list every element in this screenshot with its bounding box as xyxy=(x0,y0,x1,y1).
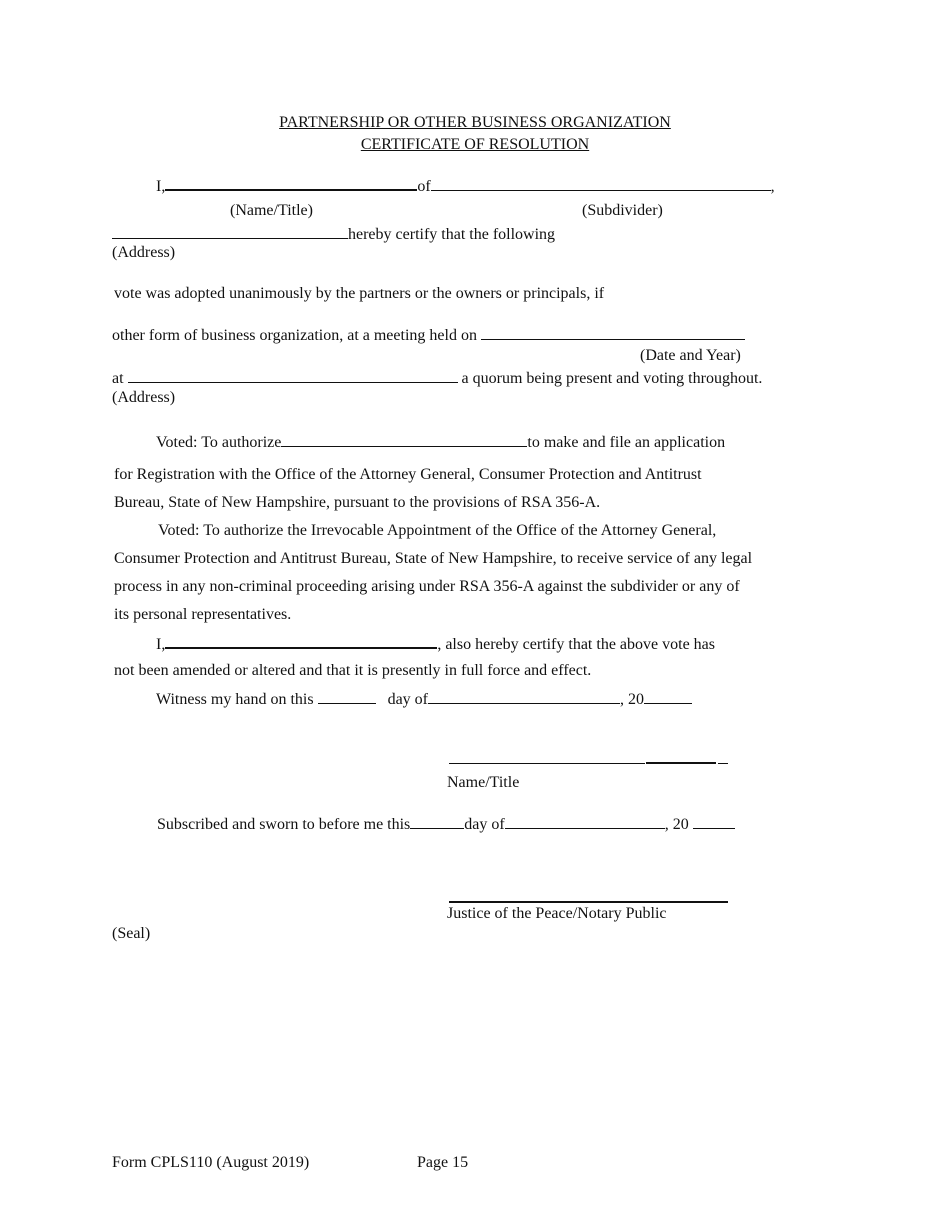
signature-line-end xyxy=(718,763,728,764)
intro-i-prefix: I, xyxy=(156,178,166,195)
sworn-year-blank[interactable] xyxy=(693,814,735,829)
intro-of: of xyxy=(417,178,431,195)
sworn-month-blank[interactable] xyxy=(505,814,665,829)
voted1-line-1 xyxy=(156,432,725,453)
title-line-2: CERTIFICATE OF RESOLUTION xyxy=(360,136,590,153)
name-title-label: (Name/Title) xyxy=(230,202,313,219)
date-year-label: (Date and Year) xyxy=(640,347,741,364)
seal-label: (Seal) xyxy=(112,925,151,942)
address-blank[interactable] xyxy=(112,224,348,239)
witness-year-blank[interactable] xyxy=(644,689,692,704)
notary-signature-line[interactable] xyxy=(449,901,728,903)
meeting-date-blank[interactable] xyxy=(481,325,745,340)
subdivider-blank[interactable] xyxy=(431,176,771,191)
footer-form: Form CPLS110 (August 2019) xyxy=(112,1154,310,1171)
hereby-certify-text: hereby certify that the following xyxy=(348,226,556,243)
at-address-label: (Address) xyxy=(112,389,176,406)
title-line-1: PARTNERSHIP OR OTHER BUSINESS ORGANIZATION xyxy=(279,114,671,131)
at-line xyxy=(112,368,762,389)
address-label: (Address) xyxy=(112,244,176,261)
signature-line-segment xyxy=(646,762,716,764)
vote-line-2 xyxy=(112,325,745,346)
witness-day-of: day of xyxy=(387,691,429,708)
sworn-day-of: day of xyxy=(464,816,505,833)
address-line xyxy=(112,224,555,245)
certify-suffix: , also hereby certify that the above vote has xyxy=(437,636,715,653)
voted2-line-2: Consumer Protection and Antitrust Bureau, State of New Hampshire, to receive service of any legal xyxy=(114,550,753,567)
voted1-line-2: for Registration with the Office of the Attorney General, Consumer Protection and Antitrust xyxy=(114,466,702,483)
sworn-line xyxy=(157,814,735,835)
vote-line-2-text: other form of business organization, at a meeting held on xyxy=(112,327,477,344)
voted1-line-3: Bureau, State of New Hampshire, pursuant to the provisions of RSA 356-A. xyxy=(114,494,601,511)
intro-comma: , xyxy=(770,178,775,195)
footer-page: Page 15 xyxy=(417,1154,469,1171)
meeting-address-blank[interactable] xyxy=(128,368,458,383)
witness-prefix: Witness my hand on this xyxy=(156,691,314,708)
witness-day-blank[interactable] xyxy=(318,689,376,704)
witness-month-blank[interactable] xyxy=(428,689,620,704)
voted1-suffix: to make and file an application xyxy=(527,434,726,451)
certifier-name-blank[interactable] xyxy=(165,633,437,649)
certify-prefix: I, xyxy=(156,636,166,653)
subdivider-label: (Subdivider) xyxy=(582,202,663,219)
witness-line xyxy=(156,689,692,710)
voted2-line-4: its personal representatives. xyxy=(114,606,292,623)
sworn-day-blank[interactable] xyxy=(410,814,464,829)
voted1-prefix: Voted: To authorize xyxy=(156,434,282,451)
voted2-line-3: process in any non-criminal proceeding arising under RSA 356-A against the subdivider or any of xyxy=(114,578,740,595)
authorized-person-blank[interactable] xyxy=(281,432,527,447)
name-title-blank[interactable] xyxy=(165,175,417,191)
signature-label: Name/Title xyxy=(447,774,520,791)
voted2-line-1: Voted: To authorize the Irrevocable Appointment of the Office of the Attorney General, xyxy=(158,522,717,539)
certify-line-2: not been amended or altered and that it is presently in full force and effect. xyxy=(114,662,592,679)
signature-line[interactable] xyxy=(449,763,645,764)
witness-year-prefix: , 20 xyxy=(620,691,645,708)
sworn-year-prefix: , 20 xyxy=(664,816,689,833)
quorum-text: a quorum being present and voting throughout. xyxy=(461,370,763,387)
certify-line-1 xyxy=(156,633,715,655)
at-text: at xyxy=(112,370,124,387)
sworn-prefix: Subscribed and sworn to before me this xyxy=(157,816,411,833)
notary-label: Justice of the Peace/Notary Public xyxy=(447,905,667,922)
vote-line-1: vote was adopted unanimously by the partners or the owners or principals, if xyxy=(114,285,605,302)
intro-line xyxy=(156,175,775,197)
